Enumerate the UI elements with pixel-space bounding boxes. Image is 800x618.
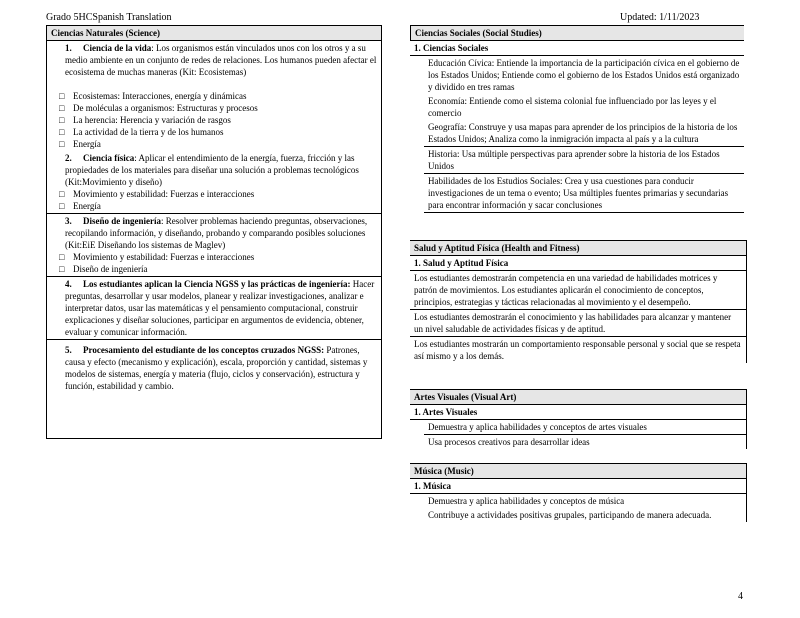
- health-row: Los estudiantes demostrarán competencia en una variedad de habilidades motrices y patrón de movimientos. Los estudiantes aplicarán el conocimiento de conceptos, principios, estrategias y tácticas relacionadas al movimiento y el desempeño.: [410, 271, 746, 310]
- art-row: Usa procesos creativos para desarrollar ideas: [428, 437, 590, 447]
- visual-art-section: [410, 389, 747, 449]
- header-left: Grado 5HCSpanish Translation: [46, 12, 172, 23]
- bullet-item: □ Ecosistemas: Interacciones, energía y dinámicas: [59, 91, 247, 101]
- item-number: 1.: [65, 43, 72, 53]
- social-row: Economía: Entiende como el sistema colonial fue influenciado por las leyes y el comercio: [428, 96, 717, 118]
- bullet-item: □ Movimiento y estabilidad: Fuerzas e interacciones: [59, 252, 255, 262]
- science-item-2: 2. Ciencia física: Aplicar el entendimiento de la energía, fuerza, fricción y las propiedades de los materiales para diseñar una solución a problemas tecnológicos (Kit:Movimiento y diseño) □ Movimiento y estabilidad: Fuerzas e interacciones □ Energía: [47, 151, 381, 214]
- music-subheading: 1. Música: [410, 479, 746, 494]
- social-title: Ciencias Sociales (Social Studies): [410, 25, 744, 41]
- item-lead: Ciencia de la vida: [83, 43, 152, 53]
- music-row: Contribuye a actividades positivas grupales, participando de manera adecuada.: [428, 510, 712, 520]
- art-row: Demuestra y aplica habilidades y conceptos de artes visuales: [424, 420, 746, 435]
- bullet-item: □ De moléculas a organismos: Estructuras y procesos: [59, 103, 258, 113]
- science-section: [46, 25, 382, 439]
- science-title: Ciencias Naturales (Science): [47, 25, 381, 41]
- social-row: Historia: Usa múltiple perspectivas para aprender sobre la historia de los Estados Unidos: [424, 147, 744, 174]
- science-item-5: 5. Procesamiento del estudiante de los conceptos cruzados NGSS: Patrones, causa y efecto (mecanismo y explicación), escala, proporción y cantidad, sistemas y modelos de sistemas, energía y materia (flujo, ciclos y conservación), estructura y función, estabilidad y cambio.: [65, 345, 368, 391]
- bullet-item: □ Diseño de ingeniería: [59, 264, 148, 274]
- art-title: Artes Visuales (Visual Art): [410, 389, 746, 405]
- health-row: Los estudiantes mostrarán un comportamiento responsable personal y social que se respeta así mismo y a los demás.: [414, 339, 741, 361]
- art-subheading: 1. Artes Visuales: [410, 405, 746, 420]
- health-section: [410, 240, 747, 363]
- social-row: Educación Cívica: Entiende la importancia de la participación cívica en el gobierno de los Estados Unidos; Entiende como el gobierno de los Estados Unidos está organizado y dividido en tres ramas: [428, 58, 740, 92]
- social-rows: [410, 56, 744, 213]
- health-row: Los estudiantes demostrarán el conocimiento y las habilidades para alcanzar y mantener un nivel saludable de actividades físicas y de aptitud.: [410, 310, 746, 337]
- bullet-item: □ Energía: [59, 139, 101, 149]
- music-title: Música (Music): [410, 463, 746, 479]
- social-row: Habilidades de los Estudios Sociales: Crea y usa cuestiones para conducir investigaciones de un tema o evento; Usa múltiples fuentes primarias y secundarias para encontrar información y sacar conclusiones: [424, 174, 744, 213]
- social-row: Geografía: Construye y usa mapas para aprender de los principios de la historia de los Estados Unidos; Analiza como la inmigración impacta al país y a la cultura: [424, 120, 744, 147]
- music-row: Demuestra y aplica habilidades y conceptos de música: [428, 496, 625, 506]
- bullet-item: □ La actividad de la tierra y de los humanos: [59, 127, 224, 137]
- bullet-item: □ La herencia: Herencia y variación de rasgos: [59, 115, 231, 125]
- bullet-item: □ Movimiento y estabilidad: Fuerzas e interacciones: [59, 189, 255, 199]
- health-subheading: 1. Salud y Aptitud Física: [410, 256, 746, 271]
- header-updated: Updated: 1/11/2023: [620, 12, 700, 23]
- science-item-3: 3. Diseño de ingeniería: Resolver problemas haciendo preguntas, observaciones, recopilando información, y diseñando, probando y comparando posibles soluciones (Kit:EiE Diseñando los sistemas de Maglev) □ Movimiento y estabilidad: Fuerzas e interacciones □ Diseño de ingeniería: [47, 214, 381, 277]
- item-text: : Los organismos están vinculados unos con los otros y a su medio ambiente en un conjunto de redes de relaciones. Los humanos pueden afectar el ecosistema de muchas maneras (Kit: Ecosistemas): [65, 43, 377, 77]
- social-studies-section: [410, 25, 744, 213]
- music-section: [410, 463, 747, 522]
- health-title: Salud y Aptitud Física (Health and Fitness): [410, 240, 746, 256]
- science-item-1: [47, 41, 381, 151]
- social-subheading: 1. Ciencias Sociales: [410, 41, 744, 56]
- bullet-item: □ Energía: [59, 201, 101, 211]
- science-item-4: 4. Los estudiantes aplican la Ciencia NGSS y las prácticas de ingeniería: Hacer preguntas, desarrollar y usar modelos, planear y realizar investigaciones, analizar e interpretar datos, usar las matemáticas y el pensamiento computacional, construir explicaciones y diseñar soluciones, participar en argumentos de evidencia, obtener, evaluar y comunicar información.: [47, 277, 381, 340]
- page-number: 4: [738, 591, 743, 602]
